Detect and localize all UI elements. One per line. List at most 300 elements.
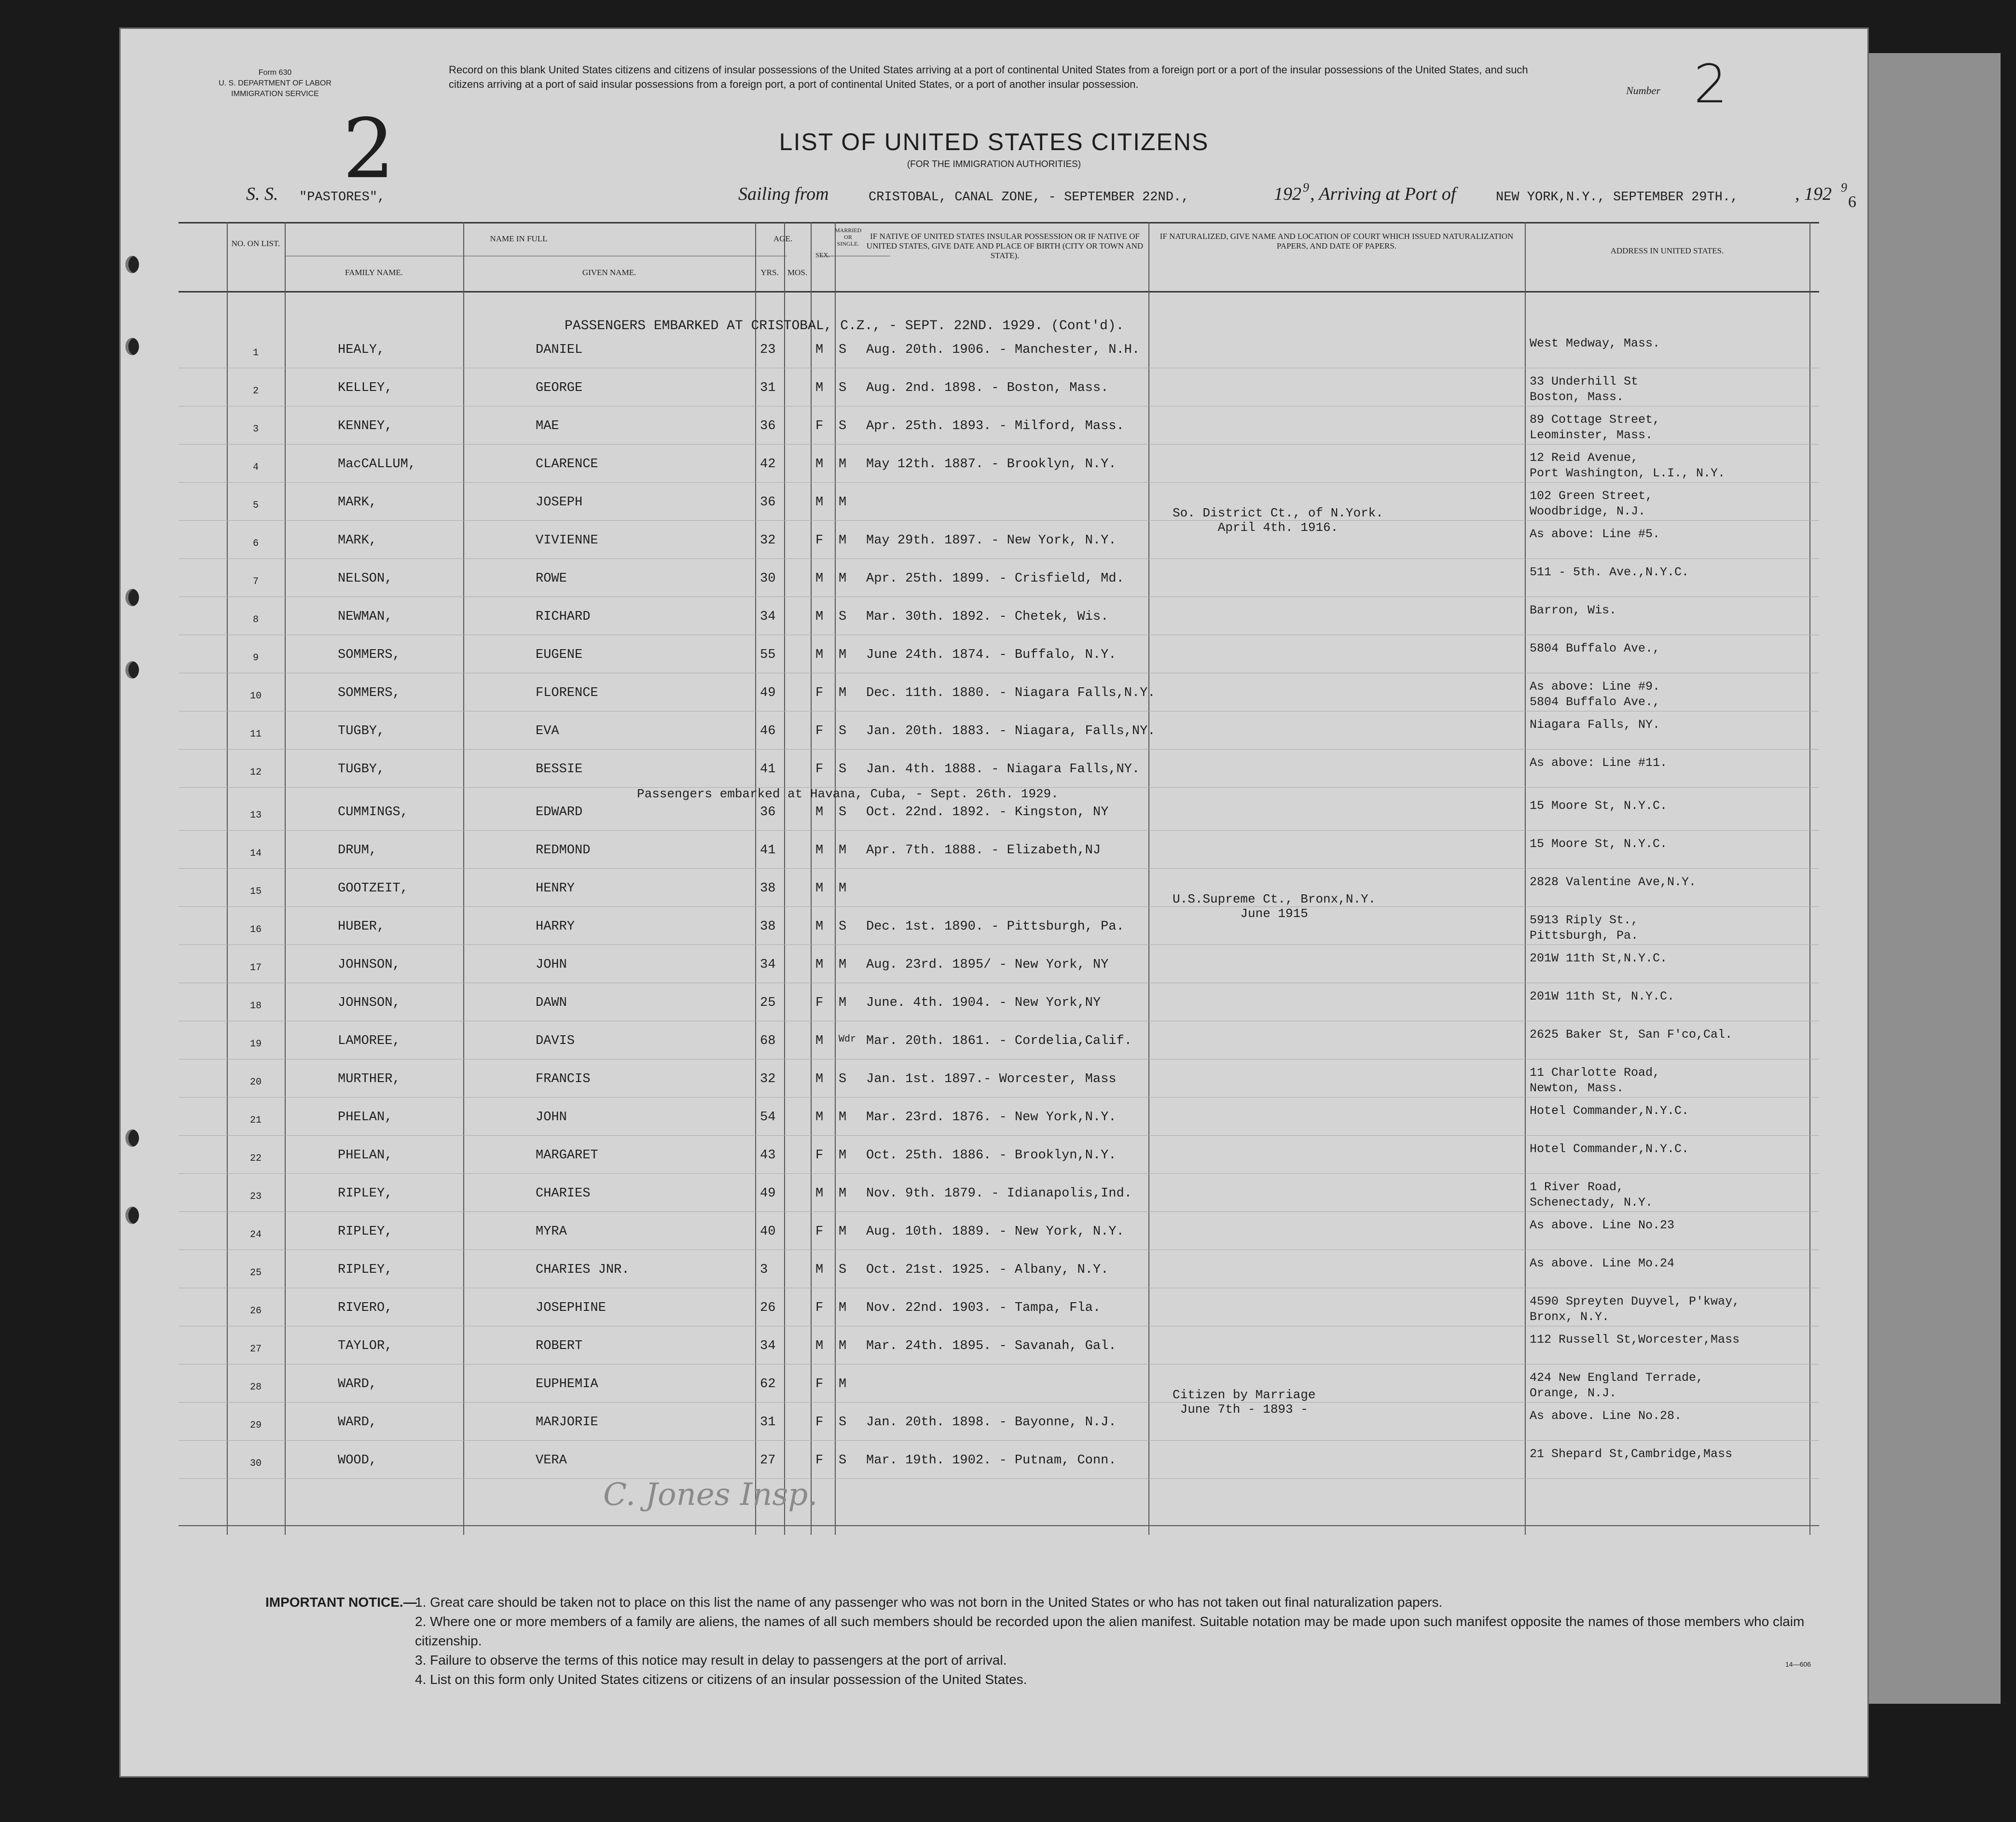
- age-years: 34: [760, 1339, 776, 1353]
- given-name: VIVIENNE: [536, 533, 598, 548]
- given-name: JOSEPHINE: [536, 1301, 606, 1315]
- age-years: 54: [760, 1110, 776, 1125]
- us-address: 15 Moore St, N.Y.C.: [1530, 837, 1668, 851]
- family-name: JOHNSON,: [338, 996, 400, 1010]
- birth-date-place: Mar. 24th. 1895. - Savanah, Gal.: [866, 1339, 1117, 1353]
- birth-date-place: Mar. 20th. 1861. - Cordelia,Calif.: [866, 1034, 1132, 1048]
- naturalization: Citizen by Marriage June 7th - 1893 -: [1173, 1388, 1316, 1417]
- number-value: 2: [1694, 53, 1727, 115]
- sex: M: [815, 1263, 824, 1277]
- us-address: 511 - 5th. Ave.,N.Y.C.: [1530, 565, 1689, 579]
- birth-date-place: Oct. 22nd. 1892. - Kingston, NY: [866, 805, 1109, 820]
- us-address: As above. Line No.28.: [1530, 1409, 1682, 1423]
- passenger-table: [179, 222, 1819, 1535]
- sex: F: [815, 533, 824, 548]
- birth-date-place: Oct. 21st. 1925. - Albany, N.Y.: [866, 1263, 1109, 1277]
- given-name: CLARENCE: [536, 457, 598, 472]
- age-years: 38: [760, 919, 776, 934]
- age-years: 36: [760, 805, 776, 820]
- given-name: DANIEL: [536, 343, 583, 357]
- us-address: 201W 11th St,N.Y.C.: [1530, 951, 1668, 965]
- form-stamp: 14—606: [1785, 1660, 1811, 1668]
- notice-item-2: 2. Where one or more members of a family are aliens, the names of all such members should be recorded upon the alien manifest. Suitable notation may be made upon such manifest opposite the names of those members who claim citizenship.: [415, 1614, 1805, 1648]
- marital-status: M: [839, 958, 847, 972]
- birth-date-place: Mar. 30th. 1892. - Chetek, Wis.: [866, 610, 1109, 624]
- row-rule: [179, 1478, 1819, 1479]
- year-hand-2: 9: [1841, 181, 1847, 195]
- marital-status: M: [839, 571, 847, 586]
- header-age: AGE.: [773, 234, 793, 243]
- marital-status: Wdr: [839, 1034, 856, 1045]
- punch-hole: [125, 1129, 139, 1147]
- row-rule: [179, 520, 1819, 521]
- column-divider: [1809, 222, 1810, 1535]
- family-name: MARK,: [338, 495, 377, 510]
- form-instructions: Record on this blank United States citizens and citizens of insular possessions of the United States arriving at a port of continental United States from a foreign port or a port of the insular possessions of the United States, and such citizens arriving at a port of said insular possessions from a foreign port, a port of continental United States, or a port of another insular possession.: [449, 64, 1528, 90]
- age-years: 3: [760, 1263, 768, 1277]
- sex: M: [815, 881, 824, 896]
- row-rule: [179, 1097, 1819, 1098]
- given-name: FLORENCE: [536, 686, 598, 700]
- us-address: As above: Line #11.: [1530, 756, 1668, 770]
- column-divider: [463, 222, 464, 1535]
- sex: F: [815, 419, 824, 433]
- handwritten-mark: 2: [343, 101, 395, 197]
- row-rule: [179, 868, 1819, 869]
- sex: F: [815, 1453, 824, 1468]
- family-name: RIVERO,: [338, 1301, 393, 1315]
- family-name: WARD,: [338, 1415, 377, 1430]
- form-number: Form 630: [258, 69, 292, 77]
- us-address: As above. Line No.23: [1530, 1218, 1675, 1232]
- header-yrs: YRS.: [760, 268, 779, 277]
- notice-items: [415, 1593, 1838, 1689]
- age-years: 49: [760, 1186, 776, 1201]
- family-name: LAMOREE,: [338, 1034, 400, 1048]
- sex: M: [815, 495, 824, 510]
- birth-date-place: May 12th. 1887. - Brooklyn, N.Y.: [866, 457, 1117, 472]
- family-name: PHELAN,: [338, 1148, 393, 1163]
- header-native: IF NATIVE OF UNITED STATES INSULAR POSSESSION OR IF NATIVE OF UNITED STATES, GIVE DATE AND PLACE OF BIRTH (CITY OR TOWN AND STATE).: [866, 232, 1144, 260]
- punch-hole: [125, 256, 139, 273]
- age-years: 62: [760, 1377, 776, 1391]
- birth-date-place: Mar. 23rd. 1876. - New York,N.Y.: [866, 1110, 1117, 1125]
- number-label: Number: [1626, 84, 1660, 97]
- row-rule: [179, 1173, 1819, 1174]
- birth-date-place: Mar. 19th. 1902. - Putnam, Conn.: [866, 1453, 1117, 1468]
- age-years: 26: [760, 1301, 776, 1315]
- age-years: 55: [760, 648, 776, 662]
- table-bottom-rule: [179, 1525, 1819, 1526]
- line-number: 15: [249, 886, 262, 897]
- sex: M: [815, 1186, 824, 1201]
- sex: M: [815, 843, 824, 858]
- given-name: ROBERT: [536, 1339, 583, 1353]
- marital-status: S: [839, 419, 847, 433]
- family-name: PHELAN,: [338, 1110, 393, 1125]
- column-divider: [1525, 222, 1526, 1535]
- line-number: 30: [249, 1458, 262, 1469]
- given-name: DAWN: [536, 996, 567, 1010]
- header-family: FAMILY NAME.: [345, 268, 403, 277]
- marital-status: S: [839, 1453, 847, 1468]
- marital-status: M: [839, 1377, 847, 1391]
- birth-date-place: Aug. 23rd. 1895/ - New York, NY: [866, 958, 1109, 972]
- age-years: 42: [760, 457, 776, 472]
- birth-date-place: Aug. 20th. 1906. - Manchester, N.H.: [866, 343, 1140, 357]
- sex: F: [815, 762, 824, 777]
- marital-status: M: [839, 1110, 847, 1125]
- line-number: 18: [249, 1001, 262, 1012]
- given-name: ROWE: [536, 571, 567, 586]
- marital-status: M: [839, 1186, 847, 1201]
- naturalization: So. District Ct., of N.York. April 4th. 1916.: [1173, 506, 1383, 535]
- line-number: 21: [249, 1115, 262, 1126]
- sex: M: [815, 571, 824, 586]
- punch-hole: [125, 661, 139, 679]
- given-name: JOSEPH: [536, 495, 583, 510]
- line-number: 11: [249, 729, 262, 740]
- age-years: 34: [760, 610, 776, 624]
- us-address: 112 Russell St,Worcester,Mass: [1530, 1333, 1740, 1347]
- given-name: RICHARD: [536, 610, 591, 624]
- arrival-port: NEW YORK,N.Y., SEPTEMBER 29TH.,: [1496, 190, 1739, 205]
- age-years: 38: [760, 881, 776, 896]
- marital-status: M: [839, 1224, 847, 1239]
- punch-hole: [125, 338, 139, 355]
- sex: F: [815, 724, 824, 738]
- column-divider: [784, 222, 785, 1535]
- line-number: 27: [249, 1344, 262, 1355]
- row-rule: [179, 906, 1819, 907]
- birth-date-place: Nov. 22nd. 1903. - Tampa, Fla.: [866, 1301, 1101, 1315]
- punch-hole: [125, 1207, 139, 1224]
- line-number: 8: [252, 614, 259, 626]
- sex: F: [815, 1224, 824, 1239]
- line-number: 23: [249, 1191, 262, 1202]
- us-address: 5913 Riply St., Pittsburgh, Pa.: [1530, 913, 1639, 943]
- marital-status: M: [839, 457, 847, 472]
- marital-status: M: [839, 1301, 847, 1315]
- voyage-line: [246, 183, 1867, 217]
- section-heading-cristobal: PASSENGERS EMBARKED AT CRISTOBAL, C.Z., - SEPT. 22ND. 1929. (Cont'd).: [565, 319, 1124, 334]
- family-name: MURTHER,: [338, 1072, 400, 1086]
- line-number: 14: [249, 848, 262, 859]
- us-address: As above: Line #9. 5804 Buffalo Ave.,: [1530, 680, 1660, 709]
- header-sex: SEX.: [815, 252, 830, 259]
- us-address: As above. Line Mo.24: [1530, 1256, 1675, 1270]
- age-years: 49: [760, 686, 776, 700]
- header-married: MARRIED OR SINGLE.: [835, 227, 862, 247]
- sex: F: [815, 996, 824, 1010]
- year-hand: 9: [1303, 181, 1309, 195]
- line-number: 9: [252, 653, 259, 664]
- marital-status: S: [839, 805, 847, 820]
- family-name: GOOTZEIT,: [338, 881, 408, 896]
- departure-port: CRISTOBAL, CANAL ZONE, - SEPTEMBER 22ND.,: [869, 190, 1189, 205]
- line-number: 6: [252, 538, 259, 549]
- marital-status: S: [839, 1072, 847, 1086]
- column-divider: [285, 222, 286, 1535]
- family-name: RIPLEY,: [338, 1263, 393, 1277]
- line-number: 17: [249, 962, 262, 974]
- page-edge-number: 6: [1848, 193, 1856, 211]
- header-given: GIVEN NAME.: [582, 268, 636, 277]
- marital-status: M: [839, 648, 847, 662]
- given-name: REDMOND: [536, 843, 591, 858]
- family-name: NEWMAN,: [338, 610, 393, 624]
- notice-item-3: 3. Failure to observe the terms of this notice may result in delay to passengers at the port of arrival.: [415, 1653, 1007, 1668]
- line-number: 3: [252, 424, 259, 435]
- age-years: 32: [760, 1072, 776, 1086]
- line-number: 4: [252, 462, 259, 473]
- age-years: 40: [760, 1224, 776, 1239]
- sex: M: [815, 381, 824, 395]
- us-address: As above: Line #5.: [1530, 527, 1660, 541]
- given-name: CHARIES JNR.: [536, 1263, 630, 1277]
- marital-status: M: [839, 1339, 847, 1353]
- given-name: MARGARET: [536, 1148, 598, 1163]
- given-name: GEORGE: [536, 381, 583, 395]
- family-name: NELSON,: [338, 571, 393, 586]
- birth-date-place: Dec. 11th. 1880. - Niagara Falls,N.Y.: [866, 686, 1156, 700]
- header-mos: MOS.: [787, 268, 808, 277]
- birth-date-place: Aug. 2nd. 1898. - Boston, Mass.: [866, 381, 1109, 395]
- header-address: ADDRESS IN UNITED STATES.: [1610, 246, 1724, 255]
- birth-date-place: Apr. 25th. 1893. - Milford, Mass.: [866, 419, 1124, 433]
- family-name: TUGBY,: [338, 724, 385, 738]
- given-name: HENRY: [536, 881, 575, 896]
- manifest-page: [121, 29, 1867, 1776]
- year-prefix: 192: [1274, 184, 1301, 204]
- us-address: 15 Moore St, N.Y.C.: [1530, 799, 1668, 813]
- family-name: HUBER,: [338, 919, 385, 934]
- row-rule: [179, 558, 1819, 559]
- us-address: 21 Shepard St,Cambridge,Mass: [1530, 1447, 1733, 1461]
- given-name: DAVIS: [536, 1034, 575, 1048]
- given-name: FRANCIS: [536, 1072, 591, 1086]
- sex: F: [815, 1301, 824, 1315]
- given-name: CHARIES: [536, 1186, 591, 1201]
- notice-label: IMPORTANT NOTICE.—: [265, 1595, 417, 1610]
- marital-status: M: [839, 881, 847, 896]
- age-years: 25: [760, 996, 776, 1010]
- given-name: EVA: [536, 724, 559, 738]
- family-name: SOMMERS,: [338, 686, 400, 700]
- sex: M: [815, 1110, 824, 1125]
- family-name: MARK,: [338, 533, 377, 548]
- sex: F: [815, 1415, 824, 1430]
- birth-date-place: Jan. 20th. 1883. - Niagara, Falls,NY.: [866, 724, 1156, 738]
- ship-label: S. S.: [246, 184, 278, 204]
- marital-status: S: [839, 610, 847, 624]
- line-number: 1: [252, 348, 259, 359]
- family-name: MacCALLUM,: [338, 457, 416, 472]
- us-address: Hotel Commander,N.Y.C.: [1530, 1104, 1689, 1118]
- row-rule: [179, 1440, 1819, 1441]
- line-number: 20: [249, 1077, 262, 1088]
- marital-status: S: [839, 343, 847, 357]
- age-years: 31: [760, 381, 776, 395]
- ship-name: "PASTORES",: [299, 190, 386, 205]
- birth-date-place: June. 4th. 1904. - New York,NY: [866, 996, 1101, 1010]
- given-name: BESSIE: [536, 762, 583, 777]
- sex: M: [815, 648, 824, 662]
- notice-item-1: 1. Great care should be taken not to place on this list the name of any passenger who was not born in the United States or who has not taken out final naturalization papers.: [415, 1595, 1443, 1610]
- header-naturalized: IF NATURALIZED, GIVE NAME AND LOCATION OF COURT WHICH ISSUED NATURALIZATION PAPERS, AND DATE OF PAPERS.: [1160, 232, 1514, 250]
- marital-status: S: [839, 1415, 847, 1430]
- given-name: JOHN: [536, 1110, 567, 1125]
- row-rule: [179, 1135, 1819, 1136]
- sex: M: [815, 343, 824, 357]
- sex: M: [815, 1072, 824, 1086]
- line-number: 2: [252, 386, 259, 397]
- sex: M: [815, 610, 824, 624]
- given-name: EDWARD: [536, 805, 583, 820]
- page-title: LIST OF UNITED STATES CITIZENS: [779, 128, 1209, 155]
- form-identifier: [217, 68, 333, 99]
- line-number: 28: [249, 1382, 262, 1393]
- sex: M: [815, 1339, 824, 1353]
- sex: M: [815, 919, 824, 934]
- birth-date-place: Apr. 7th. 1888. - Elizabeth,NJ: [866, 843, 1101, 858]
- birth-date-place: Oct. 25th. 1886. - Brooklyn,N.Y.: [866, 1148, 1117, 1163]
- us-address: West Medway, Mass.: [1530, 336, 1660, 350]
- us-address: 11 Charlotte Road, Newton, Mass.: [1530, 1066, 1660, 1095]
- age-years: 30: [760, 571, 776, 586]
- family-name: KELLEY,: [338, 381, 393, 395]
- column-divider: [227, 222, 228, 1535]
- birth-date-place: Dec. 1st. 1890. - Pittsburgh, Pa.: [866, 919, 1124, 934]
- us-address: 4590 Spreyten Duyvel, P'kway, Bronx, N.Y.: [1530, 1294, 1740, 1324]
- age-years: 32: [760, 533, 776, 548]
- service: IMMIGRATION SERVICE: [231, 90, 319, 98]
- birth-date-place: Jan. 4th. 1888. - Niagara Falls,NY.: [866, 762, 1140, 777]
- column-divider: [755, 222, 756, 1535]
- marital-status: M: [839, 843, 847, 858]
- line-number: 24: [249, 1229, 262, 1240]
- given-name: MARJORIE: [536, 1415, 598, 1430]
- header-no: NO. ON LIST.: [231, 239, 280, 248]
- given-name: VERA: [536, 1453, 567, 1468]
- age-years: 43: [760, 1148, 776, 1163]
- marital-status: M: [839, 533, 847, 548]
- sex: F: [815, 1148, 824, 1163]
- family-name: WARD,: [338, 1377, 377, 1391]
- marital-status: M: [839, 495, 847, 510]
- marital-status: S: [839, 919, 847, 934]
- marital-status: S: [839, 762, 847, 777]
- age-years: 41: [760, 762, 776, 777]
- family-name: RIPLEY,: [338, 1224, 393, 1239]
- marital-status: S: [839, 381, 847, 395]
- line-number: 10: [249, 691, 262, 702]
- department: U. S. DEPARTMENT OF LABOR: [219, 79, 331, 87]
- arriving-label: , Arriving at Port of: [1310, 184, 1456, 204]
- family-name: RIPLEY,: [338, 1186, 393, 1201]
- us-address: Hotel Commander,N.Y.C.: [1530, 1142, 1689, 1156]
- given-name: EUGENE: [536, 648, 583, 662]
- family-name: JOHNSON,: [338, 958, 400, 972]
- us-address: 5804 Buffalo Ave.,: [1530, 641, 1660, 655]
- header-name: NAME IN FULL: [490, 234, 548, 243]
- line-number: 19: [249, 1039, 262, 1050]
- sex: M: [815, 805, 824, 820]
- us-address: 12 Reid Avenue, Port Washington, L.I., N.Y.: [1530, 451, 1726, 480]
- age-years: 68: [760, 1034, 776, 1048]
- page-subtitle: (FOR THE IMMIGRATION AUTHORITIES): [907, 159, 1081, 169]
- birth-date-place: Aug. 10th. 1889. - New York, N.Y.: [866, 1224, 1124, 1239]
- family-name: KENNEY,: [338, 419, 393, 433]
- age-years: 46: [760, 724, 776, 738]
- family-name: DRUM,: [338, 843, 377, 858]
- line-number: 26: [249, 1306, 262, 1317]
- sailing-label: Sailing from: [738, 184, 829, 204]
- line-number: 7: [252, 576, 259, 587]
- punch-hole: [125, 589, 139, 606]
- sex: F: [815, 686, 824, 700]
- row-rule: [179, 830, 1819, 831]
- us-address: 2625 Baker St, San F'co,Cal.: [1530, 1028, 1733, 1042]
- naturalization: U.S.Supreme Ct., Bronx,N.Y. June 1915: [1173, 892, 1376, 921]
- us-address: 89 Cottage Street, Leominster, Mass.: [1530, 413, 1660, 442]
- us-address: 102 Green Street, Woodbridge, N.J.: [1530, 489, 1653, 518]
- marital-status: M: [839, 686, 847, 700]
- sex: M: [815, 958, 824, 972]
- us-address: 424 New England Terrade, Orange, N.J.: [1530, 1371, 1704, 1400]
- us-address: 33 Underhill St Boston, Mass.: [1530, 375, 1639, 404]
- line-number: 13: [249, 810, 262, 821]
- sex: M: [815, 1034, 824, 1048]
- line-number: 12: [249, 767, 262, 778]
- marital-status: S: [839, 724, 847, 738]
- marital-status: M: [839, 1148, 847, 1163]
- age-years: 36: [760, 419, 776, 433]
- row-rule: [179, 1211, 1819, 1212]
- birth-date-place: June 24th. 1874. - Buffalo, N.Y.: [866, 648, 1117, 662]
- line-number: 29: [249, 1420, 262, 1431]
- marital-status: S: [839, 1263, 847, 1277]
- age-years: 23: [760, 343, 776, 357]
- age-years: 31: [760, 1415, 776, 1430]
- column-divider: [1148, 222, 1149, 1535]
- row-rule: [179, 444, 1819, 445]
- given-name: MAE: [536, 419, 559, 433]
- line-number: 16: [249, 924, 262, 935]
- given-name: MYRA: [536, 1224, 567, 1239]
- inspector-signature: C. Jones Insp.: [603, 1477, 818, 1513]
- sex: M: [815, 457, 824, 472]
- birth-date-place: Jan. 20th. 1898. - Bayonne, N.J.: [866, 1415, 1117, 1430]
- given-name: EUPHEMIA: [536, 1377, 598, 1391]
- us-address: 2828 Valentine Ave,N.Y.: [1530, 875, 1697, 889]
- row-rule: [179, 1402, 1819, 1403]
- family-name: WOOD,: [338, 1453, 377, 1468]
- column-divider: [835, 222, 836, 1535]
- sex: F: [815, 1377, 824, 1391]
- birth-date-place: May 29th. 1897. - New York, N.Y.: [866, 533, 1117, 548]
- line-number: 22: [249, 1153, 262, 1164]
- age-years: 34: [760, 958, 776, 972]
- given-name: JOHN: [536, 958, 567, 972]
- us-address: 201W 11th St, N.Y.C.: [1530, 989, 1675, 1003]
- marital-status: M: [839, 996, 847, 1010]
- family-name: CUMMINGS,: [338, 805, 408, 820]
- given-name: HARRY: [536, 919, 575, 934]
- family-name: TAYLOR,: [338, 1339, 393, 1353]
- family-name: SOMMERS,: [338, 648, 400, 662]
- us-address: Barron, Wis.: [1530, 603, 1617, 617]
